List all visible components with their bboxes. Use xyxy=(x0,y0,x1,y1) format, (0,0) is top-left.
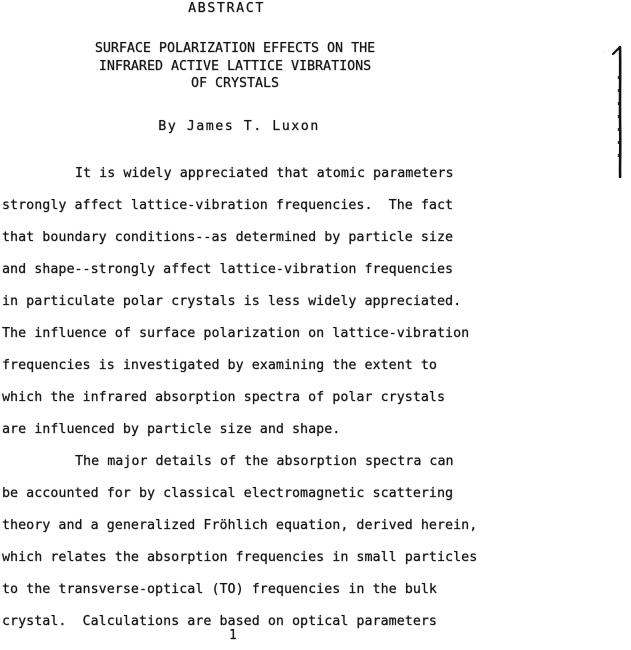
body-line: be accounted for by classical electromagnetic scattering xyxy=(2,486,454,501)
page-heading: ABSTRACT xyxy=(188,1,265,16)
body-line: It is widely appreciated that atomic parameters xyxy=(75,166,454,181)
thesis-title-line: INFRARED ACTIVE LATTICE VIBRATIONS xyxy=(98,58,372,74)
body-line: in particulate polar crystals is less widely appreciated. xyxy=(2,294,462,309)
body-line: to the transverse-optical (TO) frequencies in the bulk xyxy=(2,582,437,597)
thesis-title-line: SURFACE POLARIZATION EFFECTS ON THE xyxy=(94,41,376,56)
body-line: The influence of surface polarization on lattice-vibration xyxy=(2,326,470,341)
body-line: crystal. Calculations are based on optical parameters xyxy=(2,614,437,629)
body-line: strongly affect lattice-vibration frequencies. The fact xyxy=(2,198,454,213)
page-number: 1 xyxy=(229,628,237,643)
body-line: frequencies is investigated by examining the extent to xyxy=(2,358,437,373)
body-line: which the infrared absorption spectra of polar crystals xyxy=(2,390,446,405)
thesis-title-line: OF CRYSTALS xyxy=(190,76,280,91)
body-line: theory and a generalized Fröhlich equation, derived herein, xyxy=(2,518,478,533)
body-line: that boundary conditions--as determined by particle size xyxy=(2,230,454,245)
body-line: which relates the absorption frequencies in small particles xyxy=(2,550,478,565)
scan-margin-mark xyxy=(604,42,630,184)
body-line: The major details of the absorption spectra can xyxy=(75,454,454,469)
author-byline: By James T. Luxon xyxy=(158,119,320,134)
body-line: are influenced by particle size and shape. xyxy=(2,422,341,437)
body-line: and shape--strongly affect lattice-vibration frequencies xyxy=(2,262,454,277)
